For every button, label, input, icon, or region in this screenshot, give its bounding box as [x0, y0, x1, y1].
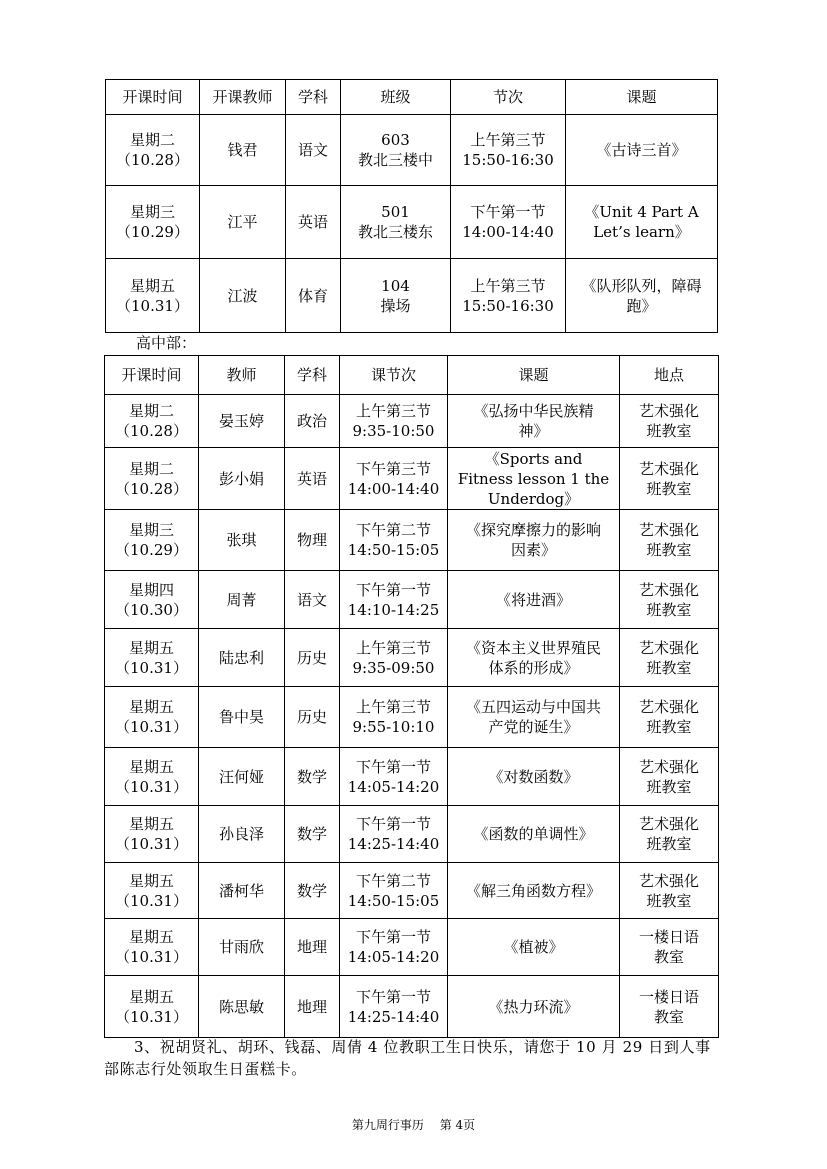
- table-cell: [451, 259, 566, 333]
- cell-line: 9:35-09:50: [352, 658, 435, 677]
- column-header: 课节次: [340, 356, 448, 395]
- table-row: [105, 748, 719, 806]
- cell-line: （10.31）: [116, 296, 189, 315]
- table-cell: [448, 863, 620, 919]
- cell-line: 下午第二节: [355, 871, 431, 890]
- table-row: [105, 976, 719, 1038]
- cell-line: 体育: [297, 286, 328, 305]
- cell-line: 班教室: [646, 541, 692, 559]
- column-header: 班级: [341, 80, 451, 115]
- table-cell: [340, 395, 448, 448]
- cell-line: 语文: [296, 590, 327, 609]
- table-cell: [340, 919, 448, 976]
- cell-line: 《将进酒》: [495, 590, 571, 609]
- table-cell: [448, 448, 620, 510]
- table-cell: [620, 863, 719, 919]
- footer-title: 第九周行事历: [351, 1118, 424, 1132]
- cell-line: 《五四运动与中国共: [465, 698, 601, 716]
- cell-line: 《植被》: [503, 938, 564, 956]
- table-cell: [199, 919, 285, 976]
- table-cell: [285, 863, 340, 919]
- column-header: 学科: [285, 356, 340, 395]
- cell-line: 班教室: [646, 777, 692, 796]
- column-header: 课题: [448, 356, 620, 395]
- cell-line: 星期五: [128, 871, 174, 890]
- table-cell: [340, 863, 448, 919]
- cell-line: 星期三: [128, 521, 174, 539]
- table-cell: [620, 687, 719, 748]
- cell-line: 艺术强化: [638, 580, 699, 599]
- high-school-schedule-table: [104, 355, 719, 1038]
- cell-line: 9:55-10:10: [352, 718, 435, 736]
- cell-line: 数学: [296, 825, 327, 843]
- table-cell: [286, 259, 341, 333]
- table-cell: [448, 806, 620, 863]
- cell-line: 艺术强化: [638, 871, 699, 890]
- cell-line: 下午第一节: [470, 203, 546, 221]
- table-cell: [105, 395, 199, 448]
- table-cell: [620, 976, 719, 1038]
- cell-line: 上午第三节: [355, 698, 431, 716]
- table-cell: [199, 748, 285, 806]
- table-cell: [341, 115, 451, 186]
- cell-line: 14:10-14:25: [347, 600, 440, 619]
- cell-line: 周菁: [226, 590, 257, 609]
- table-cell: [105, 687, 199, 748]
- table-cell: [200, 259, 286, 333]
- cell-line: 14:50-15:05: [347, 541, 440, 559]
- cell-line: （10.31）: [115, 658, 188, 677]
- table-row: [106, 115, 718, 186]
- cell-line: 江平: [227, 213, 258, 231]
- cell-line: 星期五: [128, 757, 174, 776]
- cell-line: 《古诗三首》: [596, 141, 687, 159]
- cell-line: 星期五: [128, 698, 174, 716]
- cell-line: 《Unit 4 Part A: [584, 203, 699, 221]
- table-cell: [199, 448, 285, 510]
- column-header: 开课时间: [105, 356, 199, 395]
- cell-line: 下午第三节: [355, 459, 431, 478]
- cell-line: （10.31）: [115, 1007, 188, 1026]
- cell-line: 星期五: [128, 638, 174, 657]
- table-cell: [285, 395, 340, 448]
- table-cell: [285, 806, 340, 863]
- cell-line: 14:00-14:40: [462, 223, 554, 241]
- table-cell: [620, 448, 719, 510]
- table-cell: [340, 510, 448, 571]
- table-cell: [285, 919, 340, 976]
- cell-line: （10.29）: [115, 541, 188, 559]
- cell-line: 14:25-14:40: [347, 1007, 440, 1026]
- table-cell: [285, 448, 340, 510]
- cell-line: 甘雨欣: [218, 938, 264, 956]
- cell-line: 英语: [296, 469, 327, 488]
- cell-line: 历史: [296, 708, 327, 726]
- cell-line: 物理: [296, 531, 327, 549]
- cell-line: （10.28）: [116, 151, 189, 169]
- table-cell: [199, 510, 285, 571]
- cell-line: 班教室: [646, 891, 692, 910]
- cell-line: 艺术强化: [638, 698, 699, 716]
- cell-line: 星期五: [128, 928, 174, 946]
- table-row: [105, 806, 719, 863]
- table-row: [105, 687, 719, 748]
- table-row: [105, 448, 719, 510]
- cell-line: （10.28）: [115, 422, 188, 440]
- cell-line: 产党的诞生》: [488, 718, 579, 736]
- cell-line: 下午第一节: [355, 987, 431, 1006]
- cell-line: 星期二: [128, 402, 174, 420]
- cell-line: （10.28）: [115, 479, 188, 498]
- cell-line: 张琪: [226, 531, 257, 549]
- cell-line: 班教室: [646, 600, 692, 619]
- cell-line: 艺术强化: [638, 402, 699, 420]
- table-cell: [566, 259, 718, 333]
- cell-line: 英语: [297, 213, 328, 231]
- cell-line: 潘柯华: [218, 881, 264, 900]
- table-cell: [105, 571, 199, 629]
- table-cell: [105, 510, 199, 571]
- cell-line: 下午第二节: [355, 521, 431, 539]
- table-cell: [341, 259, 451, 333]
- cell-line: 603: [381, 131, 410, 149]
- cell-line: 地理: [296, 938, 327, 956]
- table-cell: [286, 115, 341, 186]
- table-cell: [200, 186, 286, 259]
- table-cell: [451, 115, 566, 186]
- cell-line: 星期二: [129, 131, 175, 149]
- table-cell: [448, 919, 620, 976]
- cell-line: 晏玉婷: [218, 412, 264, 430]
- table-cell: [620, 748, 719, 806]
- cell-line: （10.31）: [115, 718, 188, 736]
- cell-line: 星期二: [128, 459, 174, 478]
- table-cell: [106, 186, 200, 259]
- cell-line: 班教室: [646, 718, 692, 736]
- cell-line: 教室: [653, 1007, 684, 1026]
- cell-line: 上午第三节: [355, 402, 431, 420]
- table-cell: [340, 571, 448, 629]
- table-row: [105, 863, 719, 919]
- cell-line: Underdog》: [487, 489, 580, 508]
- cell-line: 14:05-14:20: [347, 777, 440, 796]
- table-cell: [341, 186, 451, 259]
- cell-line: 班教室: [646, 422, 692, 440]
- page-footer: [0, 1116, 827, 1133]
- table-cell: [105, 919, 199, 976]
- cell-line: （10.31）: [115, 777, 188, 796]
- cell-line: 《弘扬中华民族精: [473, 402, 594, 420]
- cell-line: 陆忠利: [218, 648, 264, 667]
- table-cell: [286, 186, 341, 259]
- table-cell: [566, 186, 718, 259]
- table-cell: [105, 448, 199, 510]
- cell-line: （10.31）: [115, 891, 188, 910]
- table-cell: [285, 629, 340, 687]
- cell-line: 15:50-16:30: [462, 296, 554, 315]
- cell-line: 《对数函数》: [488, 767, 579, 786]
- cell-line: （10.31）: [115, 835, 188, 853]
- cell-line: 星期四: [128, 580, 174, 599]
- table-cell: [285, 571, 340, 629]
- cell-line: 艺术强化: [638, 459, 699, 478]
- table-cell: [340, 806, 448, 863]
- table-cell: [199, 976, 285, 1038]
- cell-line: Let’s learn》: [593, 223, 690, 241]
- cell-line: 14:50-15:05: [347, 891, 440, 910]
- cell-line: 14:00-14:40: [347, 479, 440, 498]
- table-cell: [448, 976, 620, 1038]
- cell-line: 上午第三节: [470, 276, 546, 295]
- middle-school-schedule-table: [105, 79, 718, 333]
- cell-line: 104: [381, 276, 410, 295]
- table-header-row: [105, 356, 719, 395]
- column-header: 开课教师: [200, 80, 286, 115]
- table-cell: [340, 687, 448, 748]
- cell-line: 艺术强化: [638, 757, 699, 776]
- table-cell: [620, 629, 719, 687]
- cell-line: 班教室: [646, 835, 692, 853]
- cell-line: 15:50-16:30: [462, 151, 554, 169]
- table-cell: [448, 748, 620, 806]
- cell-line: 《探究摩擦力的影响: [465, 521, 601, 539]
- cell-line: 一楼日语: [638, 928, 699, 946]
- cell-line: 艺术强化: [638, 521, 699, 539]
- cell-line: 14:25-14:40: [347, 835, 440, 853]
- column-header: 教师: [199, 356, 285, 395]
- cell-line: 14:05-14:20: [347, 948, 440, 966]
- table-cell: [566, 115, 718, 186]
- table-cell: [620, 806, 719, 863]
- table-cell: [340, 629, 448, 687]
- table-cell: [105, 806, 199, 863]
- cell-line: 《Sports and: [484, 449, 583, 468]
- table-row: [105, 510, 719, 571]
- cell-line: 汪何娅: [218, 767, 264, 786]
- cell-line: （10.29）: [116, 223, 189, 241]
- cell-line: Fitness lesson 1 the: [457, 469, 610, 488]
- cell-line: 艺术强化: [638, 815, 699, 833]
- column-header: 学科: [286, 80, 341, 115]
- cell-line: 鲁中昊: [218, 708, 264, 726]
- cell-line: 班教室: [646, 479, 692, 498]
- column-header: 节次: [451, 80, 566, 115]
- table-cell: [448, 395, 620, 448]
- cell-line: 钱君: [227, 141, 258, 159]
- table-cell: [200, 115, 286, 186]
- cell-line: 教室: [653, 948, 684, 966]
- cell-line: 上午第三节: [355, 638, 431, 657]
- table-cell: [448, 510, 620, 571]
- table-cell: [451, 186, 566, 259]
- cell-line: 下午第一节: [355, 815, 431, 833]
- table-cell: [448, 571, 620, 629]
- table-cell: [199, 571, 285, 629]
- cell-line: 跑》: [626, 296, 657, 315]
- footer-page-number: 第 4页: [439, 1118, 476, 1132]
- cell-line: 一楼日语: [638, 987, 699, 1006]
- table-cell: [199, 806, 285, 863]
- cell-line: 501: [381, 203, 410, 221]
- cell-line: 星期五: [128, 987, 174, 1006]
- cell-line: 《函数的单调性》: [473, 825, 594, 843]
- table-cell: [106, 259, 200, 333]
- table-cell: [199, 395, 285, 448]
- cell-line: （10.31）: [115, 948, 188, 966]
- table-cell: [285, 976, 340, 1038]
- cell-line: 地理: [296, 997, 327, 1016]
- table-cell: [448, 629, 620, 687]
- column-header: 地点: [620, 356, 719, 395]
- birthday-notice: 3、祝胡贤礼、胡环、钱磊、周倩 4 位教职工生日快乐，请您于 10 月 29 日到人事部陈志行处领取生日蛋糕卡。: [104, 1038, 711, 1078]
- table-cell: [105, 748, 199, 806]
- cell-line: 体系的形成》: [488, 658, 579, 677]
- cell-line: 艺术强化: [638, 638, 699, 657]
- cell-line: 教北三楼中: [357, 151, 433, 169]
- cell-line: （10.30）: [115, 600, 188, 619]
- cell-line: 操场: [380, 296, 411, 315]
- table-cell: [448, 687, 620, 748]
- cell-line: 政治: [296, 412, 327, 430]
- column-header: 课题: [566, 80, 718, 115]
- table-row: [105, 571, 719, 629]
- cell-line: 语文: [297, 141, 328, 159]
- cell-line: 星期三: [129, 203, 175, 221]
- table-row: [105, 629, 719, 687]
- cell-line: 上午第三节: [470, 131, 546, 149]
- table-row: [106, 259, 718, 333]
- cell-line: 数学: [296, 767, 327, 786]
- cell-line: 班教室: [646, 658, 692, 677]
- table-cell: [285, 748, 340, 806]
- cell-line: 《热力环流》: [488, 997, 579, 1016]
- table-cell: [620, 395, 719, 448]
- table-cell: [106, 115, 200, 186]
- cell-line: 9:35-10:50: [352, 422, 435, 440]
- cell-line: 《资本主义世界殖民: [465, 638, 601, 657]
- cell-line: 彭小娟: [218, 469, 264, 488]
- table-cell: [105, 629, 199, 687]
- cell-line: 江波: [227, 286, 258, 305]
- cell-line: 陈思敏: [218, 997, 264, 1016]
- table-cell: [285, 687, 340, 748]
- cell-line: 星期五: [129, 276, 175, 295]
- cell-line: 下午第一节: [355, 928, 431, 946]
- high-school-section-label: 高中部：: [136, 334, 197, 352]
- table-cell: [340, 748, 448, 806]
- table-cell: [199, 629, 285, 687]
- table-row: [105, 395, 719, 448]
- cell-line: 下午第一节: [355, 580, 431, 599]
- table-cell: [620, 510, 719, 571]
- column-header: 开课时间: [106, 80, 200, 115]
- table-cell: [340, 976, 448, 1038]
- table-cell: [340, 448, 448, 510]
- cell-line: 历史: [296, 648, 327, 667]
- cell-line: 神》: [518, 422, 549, 440]
- cell-line: 教北三楼东: [357, 223, 433, 241]
- table-cell: [105, 863, 199, 919]
- table-row: [106, 186, 718, 259]
- table-cell: [620, 571, 719, 629]
- table-cell: [199, 863, 285, 919]
- cell-line: 下午第一节: [355, 757, 431, 776]
- table-cell: [199, 687, 285, 748]
- cell-line: 数学: [296, 881, 327, 900]
- cell-line: 《解三角函数方程》: [465, 881, 601, 900]
- table-cell: [285, 510, 340, 571]
- cell-line: 《队形队列，障碍: [581, 276, 702, 295]
- table-cell: [620, 919, 719, 976]
- cell-line: 孙良泽: [218, 825, 264, 843]
- table-row: [105, 919, 719, 976]
- cell-line: 因素》: [510, 541, 556, 559]
- table-cell: [105, 976, 199, 1038]
- cell-line: 星期五: [128, 815, 174, 833]
- table-header-row: [106, 80, 718, 115]
